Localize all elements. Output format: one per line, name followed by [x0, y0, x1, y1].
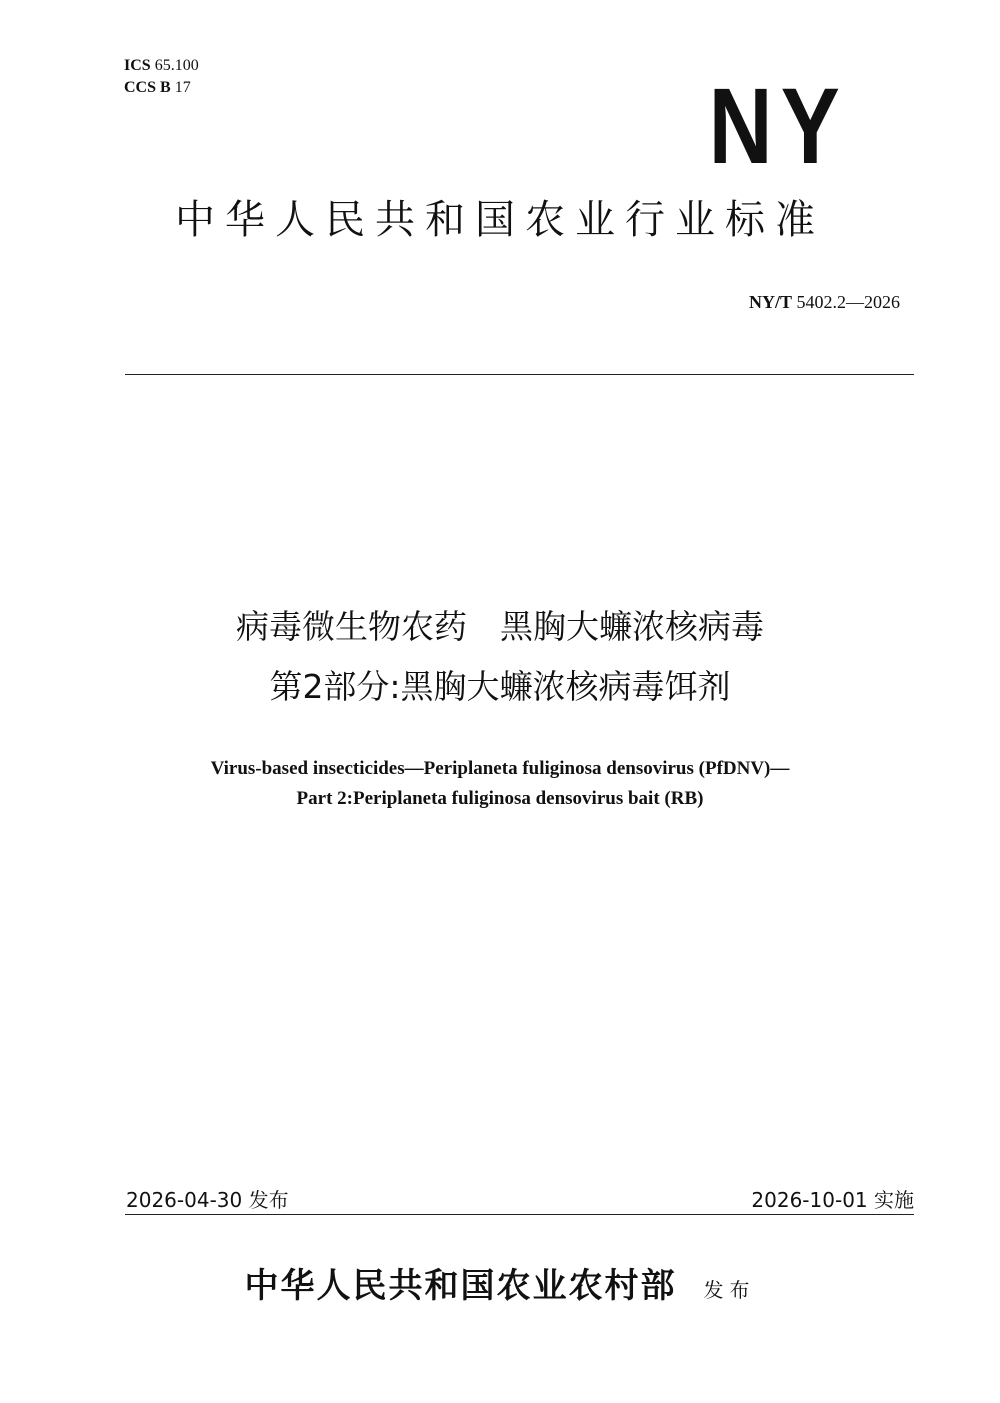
top-divider: [125, 374, 914, 375]
standard-number-prefix: NY/T: [748, 292, 792, 312]
implementation-date: [751, 1184, 914, 1213]
ccs-value: 17: [174, 79, 191, 96]
issue-date-label: 发布: [248, 1188, 289, 1212]
ics-label: ICS: [124, 57, 151, 74]
chinese-title-line-1: 病毒微生物农药 黑胸大蠊浓核病毒: [236, 607, 764, 646]
ics-value: 65.100: [154, 57, 199, 74]
ny-logo: NY: [708, 65, 848, 186]
ccs-code: [124, 78, 191, 98]
ics-code: [124, 56, 199, 76]
bottom-divider: [125, 1214, 914, 1215]
publisher: [0, 1258, 1000, 1307]
standard-number: [749, 292, 900, 313]
issue-date-value: 2026-04-30: [126, 1188, 243, 1212]
publisher-suffix: 发布: [703, 1278, 756, 1302]
publisher-name: 中华人民共和国农业农村部: [244, 1266, 677, 1306]
english-title-line-2: Part 2:Periplaneta fuliginosa densovirus bait (RB): [296, 788, 704, 809]
english-title-line-1: Virus-based insecticides—Periplaneta fuliginosa densovirus (PfDNV)—: [210, 758, 790, 779]
ccs-label: CCS B: [124, 79, 171, 96]
standard-type-heading: 中华人民共和国农业行业标准: [175, 197, 825, 243]
implementation-date-value: 2026-10-01: [751, 1188, 868, 1212]
issue-date: [126, 1184, 289, 1213]
implementation-date-label: 实施: [874, 1188, 914, 1212]
chinese-title-line-2: 第2部分:黑胸大蠊浓核病毒饵剂: [269, 667, 731, 706]
standard-number-value: 5402.2—2026: [796, 292, 900, 312]
